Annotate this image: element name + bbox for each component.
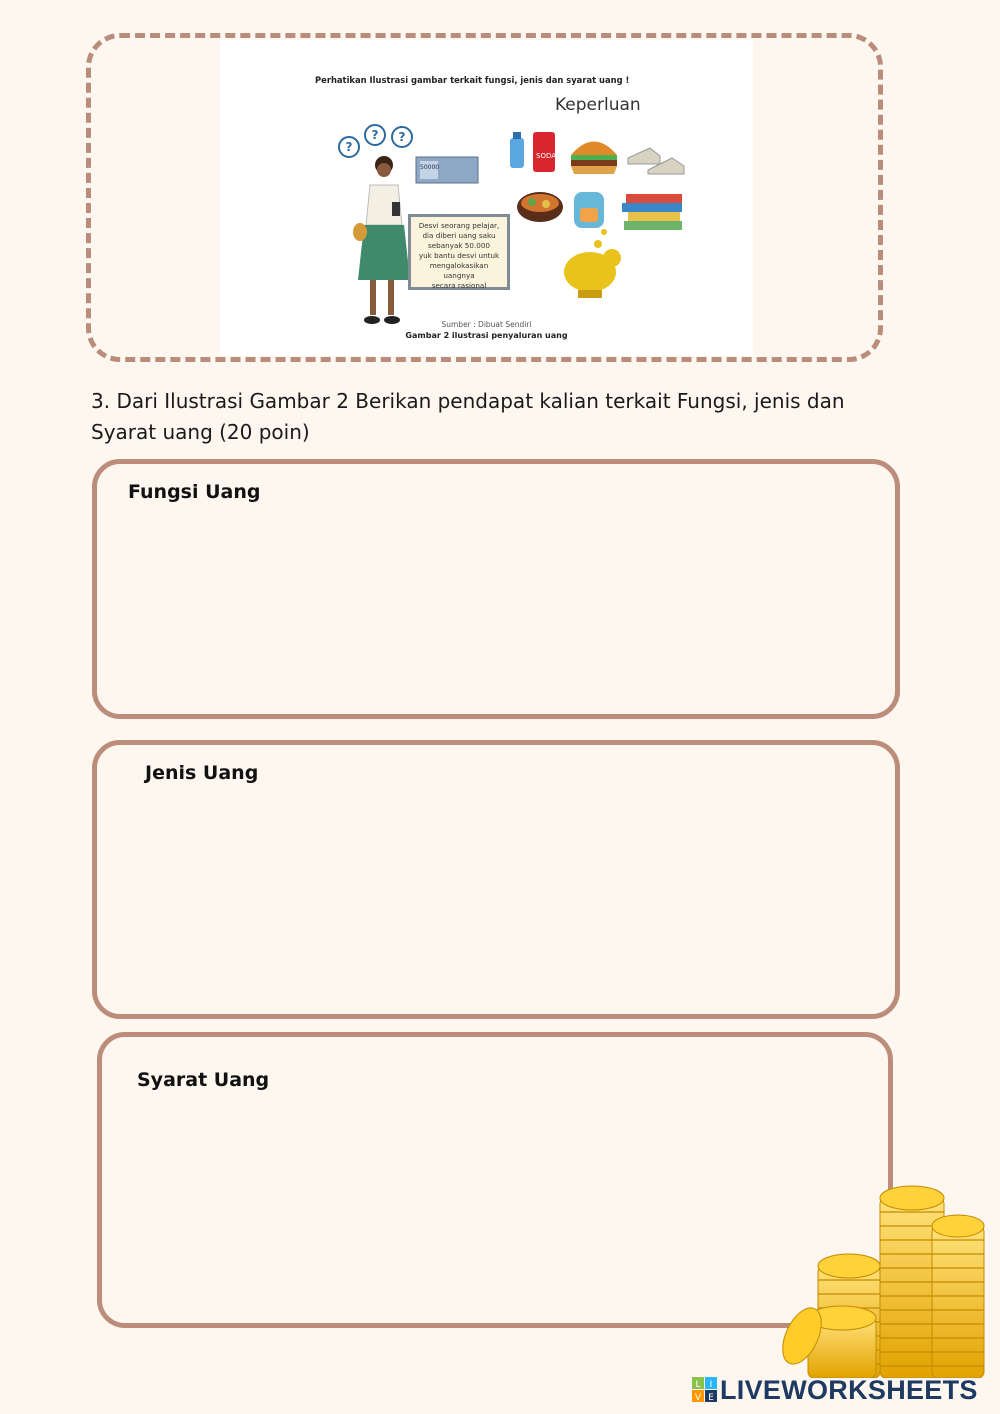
student-girl-icon bbox=[353, 156, 410, 324]
syarat-uang-answer-field[interactable] bbox=[132, 1097, 858, 1299]
illustration-image bbox=[220, 40, 753, 356]
story-box bbox=[408, 214, 510, 290]
svg-text:?: ? bbox=[345, 140, 353, 154]
fungsi-uang-label: Fungsi Uang bbox=[128, 481, 261, 503]
illustration-caption: Gambar 2 ilustrasi penyaluran uang bbox=[405, 331, 568, 340]
soda-can-icon bbox=[533, 132, 556, 172]
soda-text: SODA bbox=[536, 152, 557, 160]
fungsi-uang-box bbox=[92, 459, 900, 719]
story-line: Desvi seorang pelajar, bbox=[418, 221, 500, 230]
jenis-uang-answer-field[interactable] bbox=[127, 805, 865, 990]
svg-text:L: L bbox=[695, 1380, 701, 1390]
shoes-icon bbox=[628, 148, 684, 174]
water-bottle-icon bbox=[510, 132, 524, 168]
illustration-drawing bbox=[220, 40, 753, 356]
svg-text:V: V bbox=[694, 1393, 702, 1403]
fungsi-uang-answer-field[interactable] bbox=[127, 524, 865, 690]
illustration-source: Sumber : Dibuat Sendiri bbox=[441, 320, 532, 329]
story-line: sebanyak 50.000 bbox=[428, 241, 490, 250]
food-bowl-icon bbox=[517, 192, 563, 222]
liveworksheets-logo-icon bbox=[692, 1377, 718, 1403]
gold-coins-icon bbox=[780, 1178, 990, 1378]
piggy-bank-icon bbox=[564, 229, 621, 298]
question-text: 3. Dari Ilustrasi Gambar 2 Berikan pendapat kalian terkait Fungsi, jenis dan Syarat uang (20 poin) bbox=[91, 389, 845, 444]
svg-text:?: ? bbox=[398, 130, 406, 144]
burger-icon bbox=[571, 142, 617, 175]
story-line: yuk bantu desvi untuk bbox=[418, 251, 500, 260]
liveworksheets-text: LIVEWORKSHEETS bbox=[720, 1374, 978, 1405]
svg-text:?: ? bbox=[371, 128, 379, 142]
svg-text:E: E bbox=[708, 1393, 714, 1403]
story-line: mengalokasikan uangnya bbox=[429, 261, 489, 280]
banknote-icon bbox=[416, 157, 478, 183]
banknote-text: 50000 bbox=[420, 164, 440, 171]
keperluan-label: Keperluan bbox=[555, 95, 641, 115]
story-line: secara rasional bbox=[431, 281, 487, 290]
story-line: dia diberi uang saku bbox=[422, 231, 496, 240]
syarat-uang-box bbox=[97, 1032, 893, 1328]
jenis-uang-box bbox=[92, 740, 900, 1019]
backpack-icon bbox=[574, 192, 604, 228]
jenis-uang-label: Jenis Uang bbox=[145, 762, 259, 784]
syarat-uang-label: Syarat Uang bbox=[137, 1069, 270, 1091]
svg-text:I: I bbox=[709, 1380, 713, 1390]
liveworksheets-brand bbox=[692, 1374, 978, 1406]
illustration-title: Perhatikan Ilustrasi gambar terkait fungsi, jenis dan syarat uang ! bbox=[315, 75, 630, 85]
books-icon bbox=[622, 194, 682, 230]
